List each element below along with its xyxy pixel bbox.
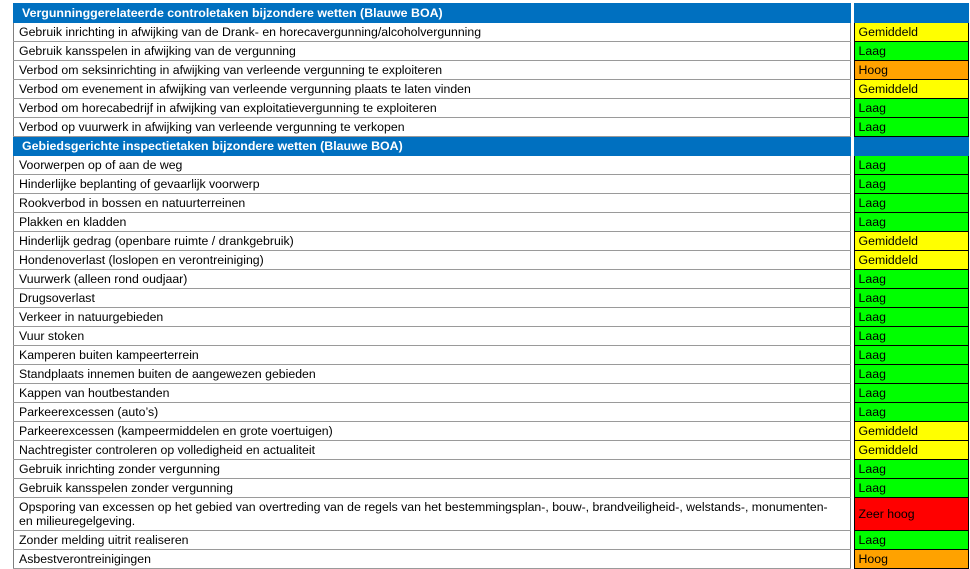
risk-level-cell[interactable]: Laag — [854, 42, 968, 61]
section-header-risk-cell — [854, 4, 968, 23]
table-row[interactable] — [14, 23, 969, 42]
table-row[interactable] — [14, 232, 969, 251]
table-row[interactable] — [14, 270, 969, 289]
risk-level-cell[interactable]: Laag — [854, 327, 968, 346]
task-cell[interactable]: Hinderlijk gedrag (openbare ruimte / drankgebruik) — [14, 232, 851, 251]
task-cell[interactable]: Zonder melding uitrit realiseren — [14, 531, 851, 550]
risk-level-cell[interactable]: Laag — [854, 213, 968, 232]
table-row[interactable] — [14, 80, 969, 99]
task-cell[interactable]: Kamperen buiten kampeerterrein — [14, 346, 851, 365]
risk-level-cell[interactable]: Laag — [854, 365, 968, 384]
task-cell[interactable]: Drugsoverlast — [14, 289, 851, 308]
risk-level-cell[interactable]: Gemiddeld — [854, 80, 968, 99]
task-cell[interactable]: Vuurwerk (alleen rond oudjaar) — [14, 270, 851, 289]
risk-level-cell[interactable]: Laag — [854, 270, 968, 289]
risk-level-cell[interactable]: Laag — [854, 99, 968, 118]
risk-level-cell[interactable]: Laag — [854, 531, 968, 550]
table-row[interactable] — [14, 213, 969, 232]
task-cell[interactable]: Verbod om horecabedrijf in afwijking van exploitatievergunning te exploiteren — [14, 99, 851, 118]
task-cell[interactable]: Verbod op vuurwerk in afwijking van verleende vergunning te verkopen — [14, 118, 851, 137]
task-cell[interactable]: Rookverbod in bossen en natuurterreinen — [14, 194, 851, 213]
task-cell[interactable]: Plakken en kladden — [14, 213, 851, 232]
risk-level-cell[interactable]: Laag — [854, 156, 968, 175]
task-cell[interactable]: Verbod om seksinrichting in afwijking van verleende vergunning te exploiteren — [14, 61, 851, 80]
table-row[interactable] — [14, 308, 969, 327]
risk-level-cell[interactable]: Gemiddeld — [854, 251, 968, 270]
table-row[interactable] — [14, 531, 969, 550]
task-cell[interactable]: Gebruik kansspelen in afwijking van de vergunning — [14, 42, 851, 61]
table-row[interactable] — [14, 498, 969, 531]
section-header-label: Vergunninggerelateerde controletaken bijzondere wetten (Blauwe BOA) — [14, 4, 851, 23]
task-cell[interactable]: Nachtregister controleren op volledigheid en actualiteit — [14, 441, 851, 460]
table-row[interactable] — [14, 403, 969, 422]
task-cell[interactable]: Asbestverontreinigingen — [14, 550, 851, 569]
table-row[interactable] — [14, 365, 969, 384]
task-cell[interactable]: Gebruik inrichting in afwijking van de Drank- en horecavergunning/alcoholvergunning — [14, 23, 851, 42]
table-row[interactable] — [14, 289, 969, 308]
section-header-row — [14, 137, 969, 156]
risk-level-cell[interactable]: Gemiddeld — [854, 232, 968, 251]
table-row[interactable] — [14, 550, 969, 569]
risk-level-cell[interactable]: Laag — [854, 308, 968, 327]
table-row[interactable] — [14, 479, 969, 498]
risk-level-cell[interactable]: Laag — [854, 346, 968, 365]
table-row[interactable] — [14, 327, 969, 346]
risk-level-cell[interactable]: Laag — [854, 403, 968, 422]
task-cell[interactable]: Gebruik kansspelen zonder vergunning — [14, 479, 851, 498]
table-row[interactable] — [14, 194, 969, 213]
risk-level-cell[interactable]: Laag — [854, 289, 968, 308]
task-cell[interactable]: Parkeerexcessen (auto’s) — [14, 403, 851, 422]
table-row[interactable] — [14, 42, 969, 61]
risk-level-cell[interactable]: Laag — [854, 175, 968, 194]
table-row[interactable] — [14, 384, 969, 403]
table-row[interactable] — [14, 61, 969, 80]
risk-assessment-table — [13, 3, 969, 569]
task-cell[interactable]: Hondenoverlast (loslopen en verontreiniging) — [14, 251, 851, 270]
risk-level-cell[interactable]: Laag — [854, 479, 968, 498]
table-row[interactable] — [14, 156, 969, 175]
risk-level-cell[interactable]: Laag — [854, 384, 968, 403]
task-cell[interactable]: Hinderlijke beplanting of gevaarlijk voorwerp — [14, 175, 851, 194]
table-body — [14, 4, 969, 569]
risk-level-cell[interactable]: Laag — [854, 118, 968, 137]
risk-level-cell[interactable]: Gemiddeld — [854, 23, 968, 42]
task-cell[interactable]: Voorwerpen op of aan de weg — [14, 156, 851, 175]
risk-level-cell[interactable]: Laag — [854, 460, 968, 479]
table-row[interactable] — [14, 118, 969, 137]
task-cell[interactable]: Gebruik inrichting zonder vergunning — [14, 460, 851, 479]
task-cell[interactable]: Opsporing van excessen op het gebied van overtreding van de regels van het bestemmingsplan-, bouw-, brandveiligheid-, welstands-, monumenten- en milieuregelgeving. — [14, 498, 851, 531]
section-header-row — [14, 4, 969, 23]
task-cell[interactable]: Verkeer in natuurgebieden — [14, 308, 851, 327]
risk-level-cell[interactable]: Zeer hoog — [854, 498, 968, 531]
risk-level-cell[interactable]: Hoog — [854, 61, 968, 80]
table-row[interactable] — [14, 251, 969, 270]
task-cell[interactable]: Vuur stoken — [14, 327, 851, 346]
risk-level-cell[interactable]: Gemiddeld — [854, 441, 968, 460]
task-cell[interactable]: Standplaats innemen buiten de aangewezen gebieden — [14, 365, 851, 384]
risk-level-cell[interactable]: Gemiddeld — [854, 422, 968, 441]
risk-level-cell[interactable]: Laag — [854, 194, 968, 213]
table-row[interactable] — [14, 460, 969, 479]
section-header-risk-cell — [854, 137, 968, 156]
table-row[interactable] — [14, 175, 969, 194]
table-row[interactable] — [14, 99, 969, 118]
task-cell[interactable]: Kappen van houtbestanden — [14, 384, 851, 403]
task-cell[interactable]: Verbod om evenement in afwijking van verleende vergunning plaats te laten vinden — [14, 80, 851, 99]
table-row[interactable] — [14, 422, 969, 441]
task-cell[interactable]: Parkeerexcessen (kampeermiddelen en grote voertuigen) — [14, 422, 851, 441]
section-header-label: Gebiedsgerichte inspectietaken bijzondere wetten (Blauwe BOA) — [14, 137, 851, 156]
table-row[interactable] — [14, 346, 969, 365]
risk-level-cell[interactable]: Hoog — [854, 550, 968, 569]
table-row[interactable] — [14, 441, 969, 460]
